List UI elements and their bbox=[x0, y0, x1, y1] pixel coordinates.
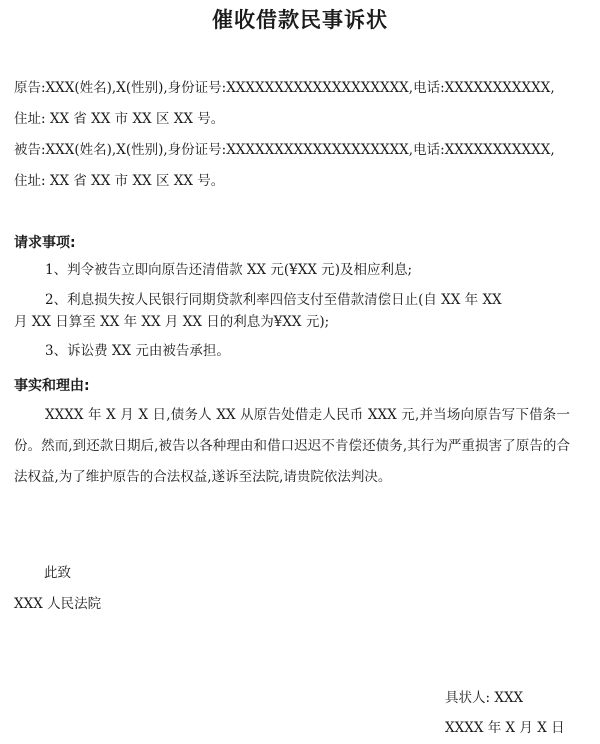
signature-filer: 具状人: XXX bbox=[445, 690, 524, 706]
claim-item-3: 3、诉讼费 XX 元由被告承担。 bbox=[45, 343, 230, 359]
facts-heading: 事实和理由: bbox=[14, 378, 90, 394]
plaintiff-address: 住址: XX 省 XX 市 XX 区 XX 号。 bbox=[14, 111, 225, 127]
facts-body: XXXX 年 X 月 X 日,债务人 XX 从原告处借走人民币 XXX 元,并当场向原告写下借条一份。然而,到还款日期后,被告以各种理由和借口迟迟不肯偿还债务,其行为严重损害了原告的合法权益,为了维护原告的合法权益,遂诉至法院,请贵院依法判决。 bbox=[14, 407, 570, 485]
document-title: 催收借款民事诉状 bbox=[212, 8, 388, 32]
claims-heading: 请求事项: bbox=[14, 235, 76, 251]
defendant-info: 被告:XXX(姓名),X(性别),身份证号:XXXXXXXXXXXXXXXXXXX,电话:XXXXXXXXXXX, bbox=[14, 142, 555, 158]
defendant-address: 住址: XX 省 XX 市 XX 区 XX 号。 bbox=[14, 173, 225, 189]
signature-date: XXXX 年 X 月 X 日 bbox=[445, 720, 565, 736]
claim-item-2-line-2: 月 XX 日算至 XX 年 XX 月 XX 日的利息为¥XX 元); bbox=[14, 314, 330, 330]
claim-item-1: 1、判令被告立即向原告还清借款 XX 元(¥XX 元)及相应利息; bbox=[45, 262, 413, 278]
court-name: XXX 人民法院 bbox=[14, 596, 102, 612]
claim-item-2-line-1: 2、利息损失按人民银行同期贷款利率四倍支付至借款清偿日止(自 XX 年 XX bbox=[45, 292, 502, 308]
closing-salutation: 此致 bbox=[44, 565, 71, 581]
plaintiff-info: 原告:XXX(姓名),X(性别),身份证号:XXXXXXXXXXXXXXXXXXX,电话:XXXXXXXXXXX, bbox=[14, 80, 555, 96]
